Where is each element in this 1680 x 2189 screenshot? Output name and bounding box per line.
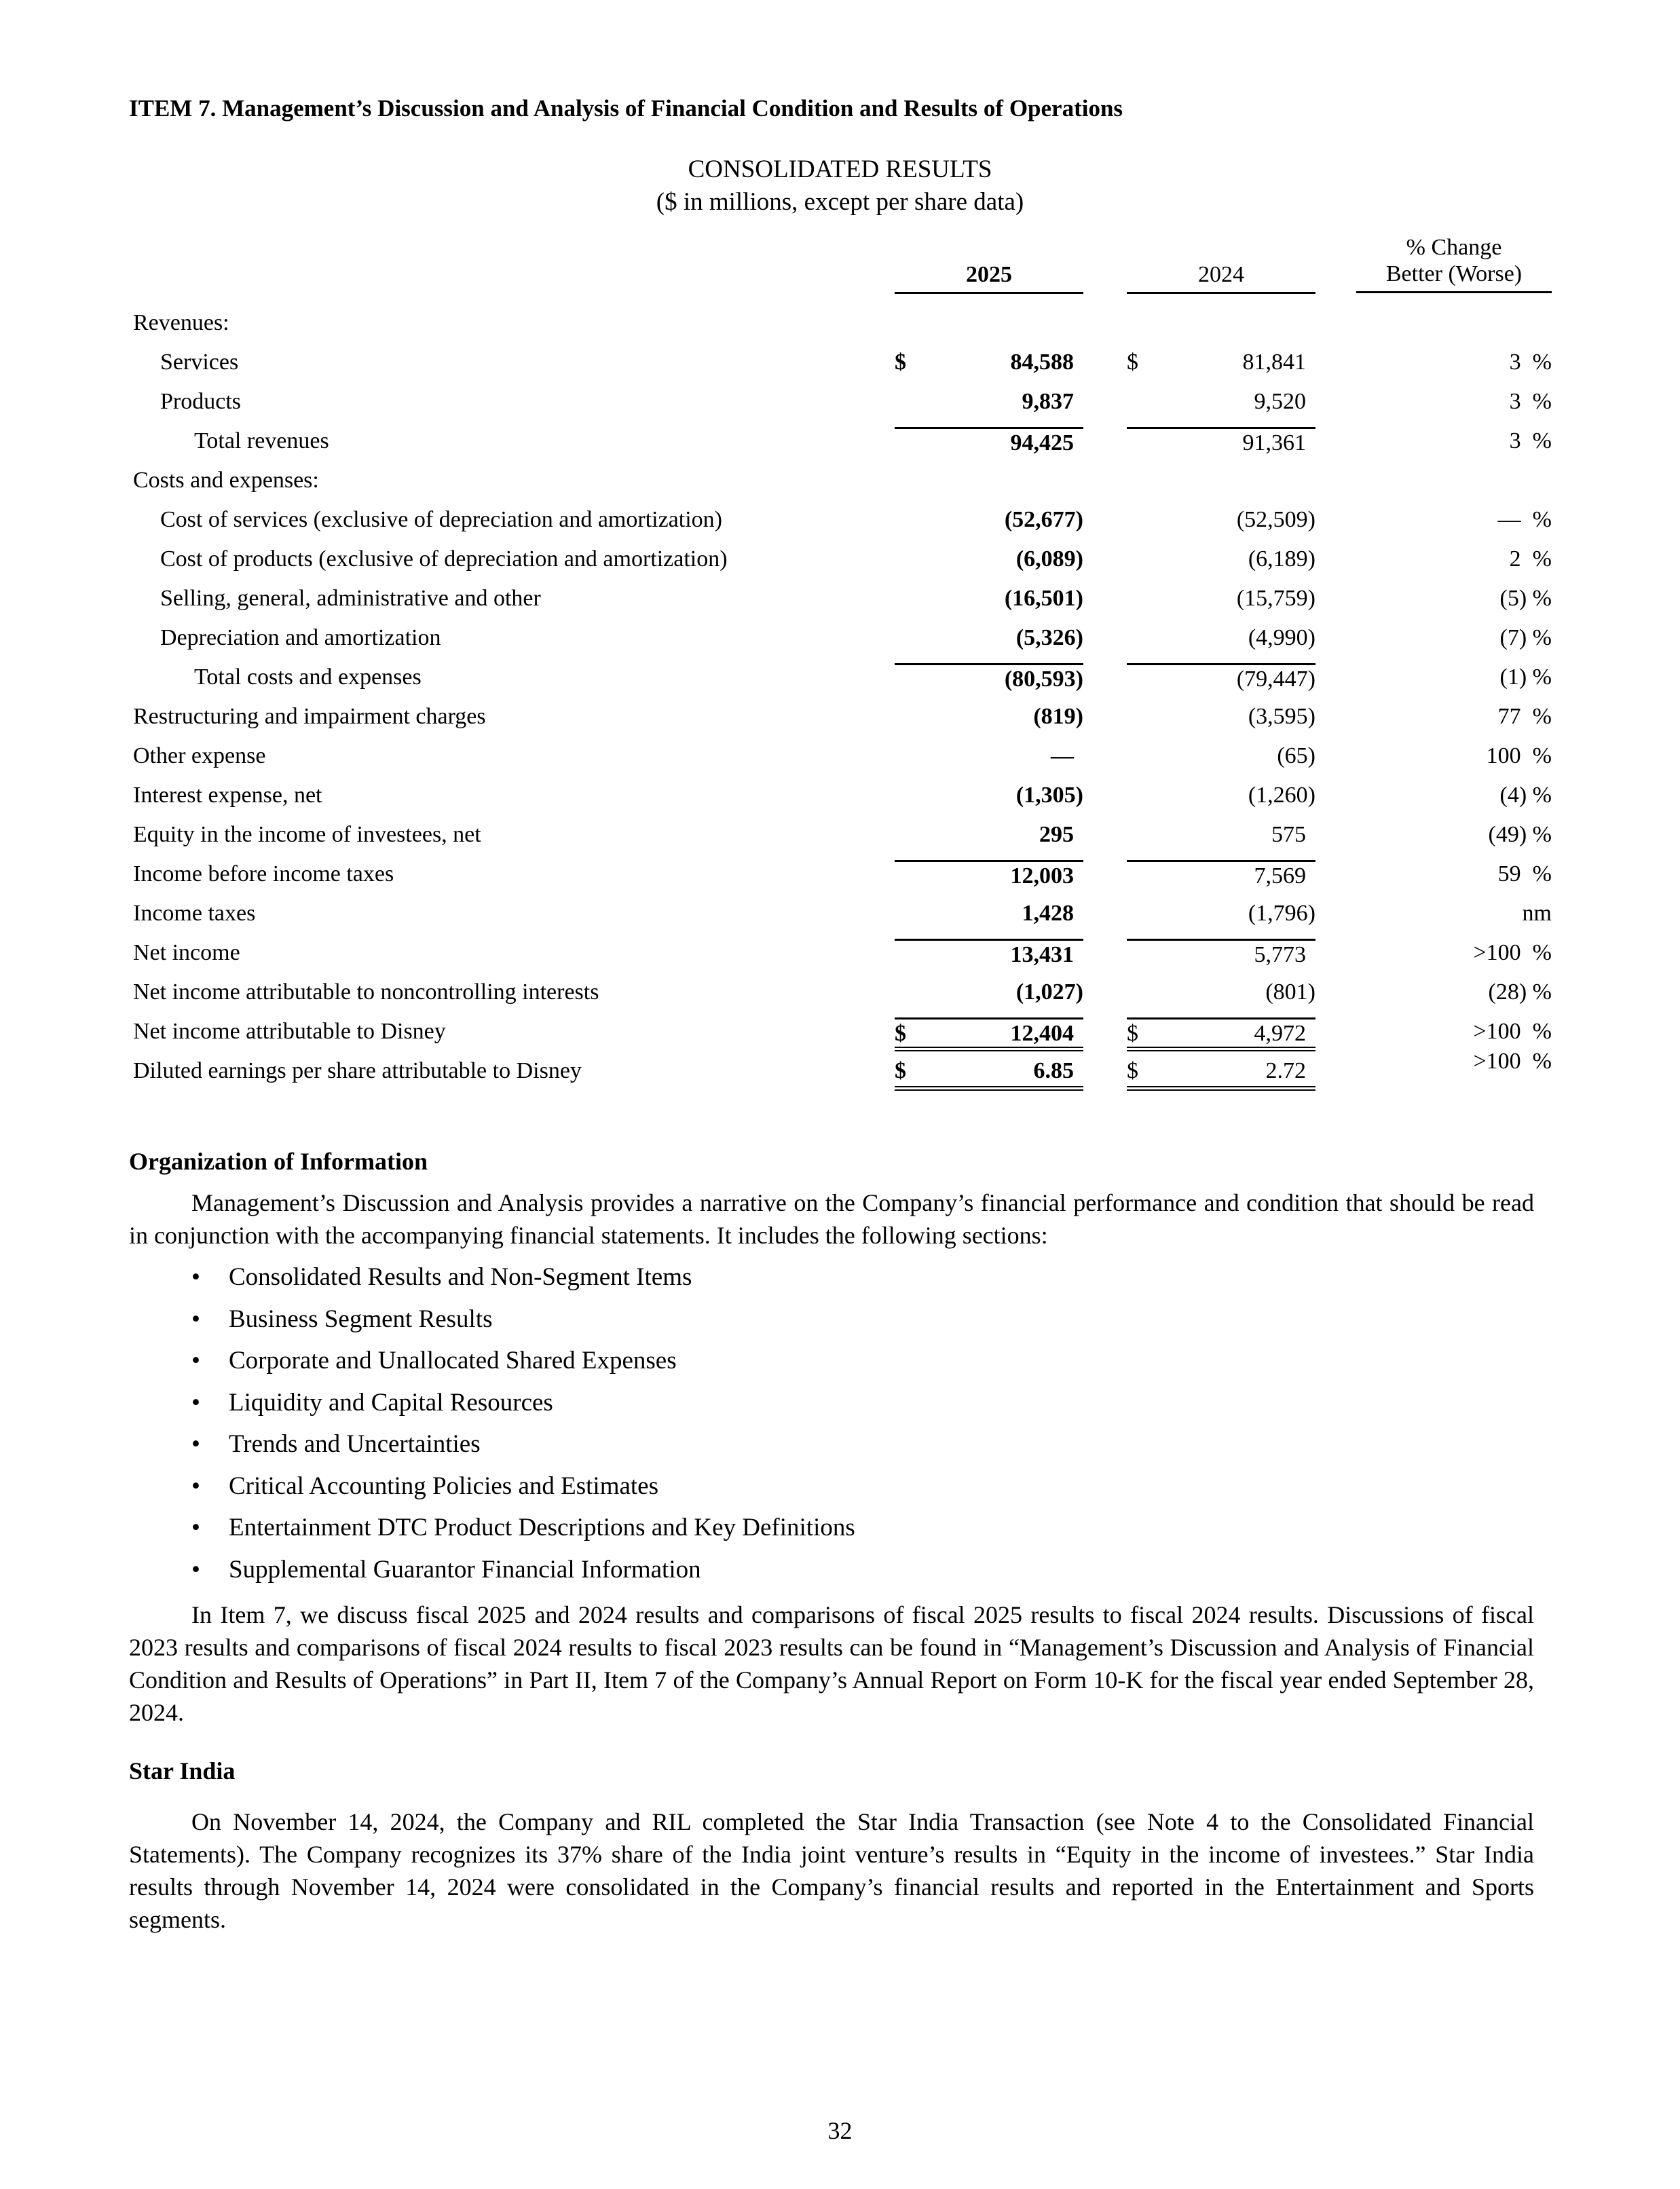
value-cell-2025: [895, 348, 1083, 375]
cell-value: (1,260): [1248, 783, 1315, 808]
list-item-text: Entertainment DTC Product Descriptions and Key Definitions: [229, 1514, 855, 1541]
table-row: [133, 1050, 1552, 1104]
currency-symbol: $: [1127, 1058, 1138, 1083]
row-label: Costs and expenses:: [133, 468, 319, 493]
cell-value: 6.85: [1033, 1058, 1074, 1083]
table-row: [133, 893, 1552, 932]
table-row: [133, 735, 1552, 774]
report-subtitle: ($ in millions, except per share data): [656, 188, 1024, 216]
table-row: [133, 381, 1552, 420]
value-cell-2024: [1127, 427, 1315, 454]
currency-symbol: $: [895, 1058, 906, 1083]
value-cell-2025: [895, 899, 1083, 927]
cell-value: 2.72: [1265, 1058, 1306, 1083]
list-item-text: Business Segment Results: [229, 1305, 493, 1333]
value-cell-2025: [895, 1057, 1083, 1091]
row-label: Total costs and expenses: [194, 665, 422, 690]
cell-value: (52,509): [1236, 507, 1315, 532]
cell-value: 81,841: [1242, 350, 1306, 375]
cell-value: (4,990): [1248, 625, 1315, 650]
cell-value: 9,520: [1254, 389, 1306, 414]
bullet-icon: •: [191, 1430, 200, 1458]
list-item-text: Corporate and Unallocated Shared Expenses: [229, 1347, 677, 1374]
value-cell-2024: [1127, 545, 1315, 572]
star-india-heading: Star India: [129, 1757, 236, 1784]
row-label: Net income attributable to noncontrolling interests: [133, 979, 599, 1005]
value-cell-2025: [895, 427, 1083, 454]
currency-symbol: $: [1127, 350, 1138, 375]
list-item: [191, 1261, 855, 1303]
row-label: Net income attributable to Disney: [133, 1019, 446, 1044]
bullet-icon: •: [191, 1347, 200, 1374]
list-item: [191, 1345, 855, 1387]
value-cell-2024: [1127, 309, 1315, 336]
item-title: ITEM 7. Management’s Discussion and Analysis of Financial Condition and Results of Operations: [129, 95, 1123, 121]
value-cell-2024: [1127, 899, 1315, 927]
percent-change: >100 %: [1473, 940, 1552, 965]
currency-symbol: $: [895, 350, 906, 375]
bullet-icon: •: [191, 1514, 200, 1541]
percent-change: (1) %: [1499, 665, 1552, 690]
row-label: Income before income taxes: [133, 861, 394, 886]
cell-value: (52,677): [1004, 507, 1083, 532]
row-label: Selling, general, administrative and other: [160, 586, 541, 611]
value-cell-2025: [895, 466, 1083, 493]
list-item: [191, 1554, 855, 1596]
value-cell-2024: [1127, 466, 1315, 493]
percent-change: 77 %: [1497, 704, 1552, 729]
table-row: [133, 1011, 1552, 1050]
value-cell-2025: [895, 978, 1083, 1005]
table-row: [133, 302, 1552, 341]
percent-change: 100 %: [1486, 743, 1552, 768]
list-item-text: Critical Accounting Policies and Estimates: [229, 1472, 658, 1500]
percent-change: >100 %: [1473, 1049, 1552, 1074]
list-item-text: Supplemental Guarantor Financial Information: [229, 1555, 701, 1584]
table-body: [133, 302, 1552, 1104]
row-label: Revenues:: [133, 310, 229, 335]
list-item: [191, 1512, 855, 1554]
value-cell-2024: [1127, 742, 1315, 769]
column-header-change: [1356, 234, 1552, 293]
value-cell-2025: [895, 939, 1083, 966]
cell-value: 9,837: [1022, 389, 1074, 414]
percent-change: 2 %: [1509, 546, 1552, 572]
cell-value: 12,404: [1010, 1021, 1074, 1046]
cell-value: 84,588: [1010, 350, 1074, 375]
bullet-icon: •: [191, 1472, 200, 1500]
bullet-icon: •: [191, 1263, 200, 1291]
cell-value: 94,425: [1010, 430, 1074, 455]
value-cell-2024: [1127, 506, 1315, 533]
percent-change: 3 %: [1509, 389, 1552, 414]
row-label: Total revenues: [194, 428, 329, 453]
cell-value: 7,569: [1254, 863, 1306, 888]
cell-value: (3,595): [1248, 704, 1315, 729]
row-label: Restructuring and impairment charges: [133, 704, 486, 729]
cell-value: (1,305): [1015, 783, 1083, 808]
table-row: [133, 774, 1552, 814]
list-item-text: Consolidated Results and Non-Segment Items: [229, 1263, 692, 1291]
value-cell-2024: [1127, 624, 1315, 651]
cell-value: —: [1051, 743, 1074, 768]
row-label: Services: [160, 350, 239, 375]
value-cell-2024: [1127, 663, 1315, 690]
percent-change: 3 %: [1509, 428, 1552, 453]
value-cell-2024: [1127, 388, 1315, 415]
bullet-icon: •: [191, 1305, 200, 1333]
row-label: Cost of products (exclusive of depreciation and amortization): [160, 546, 728, 572]
table-row: [133, 853, 1552, 893]
cell-value: (80,593): [1004, 667, 1083, 692]
column-header-2025: 2025: [895, 261, 1083, 294]
value-cell-2025: [895, 663, 1083, 690]
cell-value: 91,361: [1242, 430, 1306, 455]
currency-symbol: $: [895, 1021, 906, 1046]
value-cell-2025: [895, 309, 1083, 336]
row-label: Products: [160, 389, 241, 414]
bullet-icon: •: [191, 1388, 200, 1417]
table-row: [133, 656, 1552, 696]
bullet-icon: •: [191, 1555, 200, 1584]
percent-change: 3 %: [1509, 350, 1552, 375]
value-cell-2025: [895, 821, 1083, 848]
star-india-body: On November 14, 2024, the Company and RIL completed the Star India Transaction (see Note 4 to the Consolidated Financial Statements). The Company recognizes its 37% share of the India joint venture’s results in “Equity in the income of investees.” Star India results through November 14, 2024 were consolidated in the Company’s financial results and reported in the Entertainment and Sports segments.: [129, 1808, 1534, 1933]
organization-intro: Management’s Discussion and Analysis provides a narrative on the Company’s financial performance and condition that should be read in conjunction with the accompanying financial statements. It includes the following sections:: [129, 1189, 1534, 1249]
value-cell-2025: [895, 781, 1083, 808]
percent-change: — %: [1497, 507, 1552, 532]
value-cell-2025: [895, 545, 1083, 572]
table-row: [133, 460, 1552, 499]
percent-change: (7) %: [1499, 625, 1552, 650]
percent-change: 59 %: [1497, 861, 1552, 886]
row-label: Cost of services (exclusive of depreciation and amortization): [160, 507, 722, 532]
table-row: [133, 341, 1552, 381]
row-label: Net income: [133, 940, 240, 965]
cell-value: 5,773: [1254, 942, 1306, 967]
table-row: [133, 814, 1552, 853]
row-label: Equity in the income of investees, net: [133, 822, 481, 847]
percent-change: nm: [1522, 901, 1552, 926]
list-item-text: Trends and Uncertainties: [229, 1430, 481, 1458]
list-item: [191, 1387, 855, 1429]
list-item: [191, 1470, 855, 1512]
value-cell-2025: [895, 703, 1083, 730]
table-row: [133, 420, 1552, 460]
table-row: [133, 696, 1552, 735]
list-item: [191, 1303, 855, 1345]
cell-value: 12,003: [1010, 863, 1074, 888]
cell-value: 1,428: [1022, 901, 1074, 926]
page-number: 32: [827, 2117, 853, 2144]
cell-value: (801): [1265, 979, 1315, 1005]
cell-value: (15,759): [1236, 586, 1315, 611]
percent-change: (28) %: [1488, 979, 1552, 1005]
table-row: [133, 932, 1552, 971]
cell-value: 4,972: [1254, 1021, 1306, 1046]
cell-value: 575: [1271, 822, 1306, 847]
currency-symbol: $: [1127, 1021, 1138, 1046]
value-cell-2024: [1127, 348, 1315, 375]
cell-value: 13,431: [1010, 942, 1074, 967]
cell-value: 295: [1039, 822, 1074, 847]
cell-value: (65): [1277, 743, 1315, 768]
row-label: Income taxes: [133, 901, 256, 926]
organization-closing: In Item 7, we discuss fiscal 2025 and 2024 results and comparisons of fiscal 2025 results to fiscal 2024 results. Discussions of fiscal 2023 results and comparisons of fiscal 2024 results to fiscal 2023 results can be found in “Management’s Discussion and Analysis of Financial Condition and Results of Operations” in Part II, Item 7 of the Company’s Annual Report on Form 10-K for the fiscal year ended September 28, 2024.: [129, 1601, 1534, 1726]
section-list: [191, 1261, 855, 1595]
value-cell-2024: [1127, 584, 1315, 612]
list-item-text: Liquidity and Capital Resources: [229, 1388, 553, 1417]
row-label: Interest expense, net: [133, 783, 322, 808]
value-cell-2024: [1127, 703, 1315, 730]
consolidated-results-table: [133, 234, 1552, 1104]
row-label: Depreciation and amortization: [160, 625, 441, 650]
value-cell-2024: [1127, 1017, 1315, 1051]
value-cell-2025: [895, 506, 1083, 533]
organization-heading: Organization of Information: [129, 1148, 428, 1175]
value-cell-2024: [1127, 781, 1315, 808]
cell-value: (79,447): [1236, 667, 1315, 692]
table-header: [133, 234, 1552, 302]
value-cell-2025: [895, 584, 1083, 612]
cell-value: (16,501): [1004, 586, 1083, 611]
cell-value: (6,189): [1248, 546, 1315, 572]
row-label: Other expense: [133, 743, 266, 768]
row-label: Diluted earnings per share attributable to Disney: [133, 1058, 582, 1083]
percent-change: (5) %: [1499, 586, 1552, 611]
cell-value: (5,326): [1015, 625, 1083, 650]
value-cell-2024: [1127, 1057, 1315, 1091]
column-header-change-line1: % Change: [1406, 235, 1502, 260]
table-row: [133, 617, 1552, 656]
table-row: [133, 578, 1552, 617]
value-cell-2024: [1127, 939, 1315, 966]
table-row: [133, 538, 1552, 578]
percent-change: (49) %: [1488, 822, 1552, 847]
cell-value: (1,796): [1248, 901, 1315, 926]
value-cell-2024: [1127, 860, 1315, 887]
value-cell-2025: [895, 1017, 1083, 1051]
value-cell-2024: [1127, 978, 1315, 1005]
table-row: [133, 499, 1552, 538]
list-item: [191, 1428, 855, 1470]
table-row: [133, 971, 1552, 1011]
value-cell-2025: [895, 742, 1083, 769]
cell-value: (819): [1033, 704, 1083, 729]
value-cell-2025: [895, 860, 1083, 887]
value-cell-2024: [1127, 821, 1315, 848]
cell-value: (6,089): [1015, 546, 1083, 572]
percent-change: >100 %: [1473, 1019, 1552, 1044]
value-cell-2025: [895, 624, 1083, 651]
percent-change: (4) %: [1499, 783, 1552, 808]
report-title: CONSOLIDATED RESULTS: [688, 155, 992, 183]
column-header-2024: 2024: [1127, 261, 1315, 294]
value-cell-2025: [895, 388, 1083, 415]
column-header-change-line2: Better (Worse): [1385, 261, 1523, 286]
cell-value: (1,027): [1015, 979, 1083, 1005]
